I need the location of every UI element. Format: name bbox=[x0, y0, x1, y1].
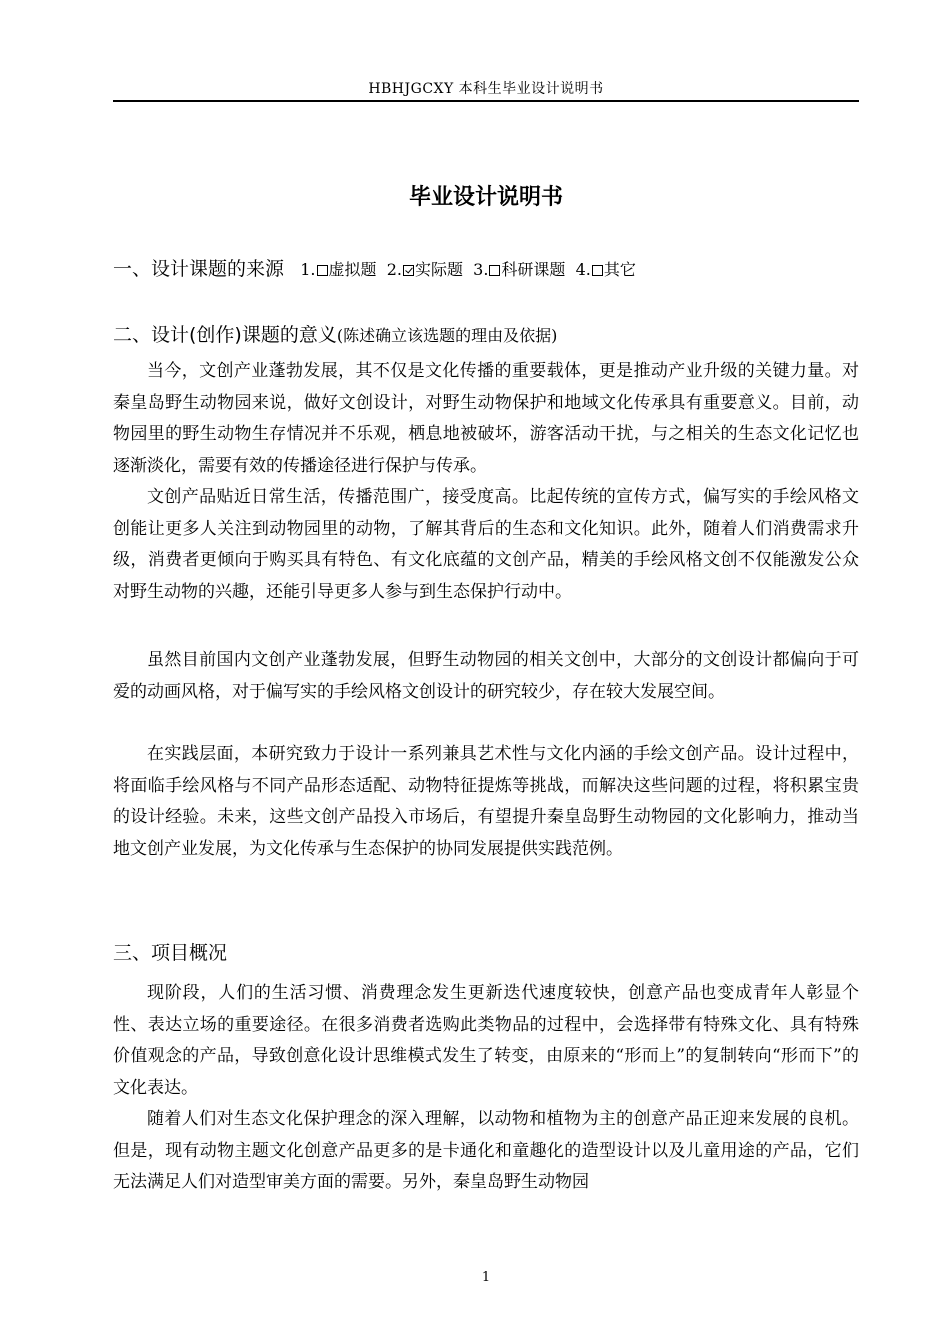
option-other[interactable]: 4. 其它 bbox=[575, 260, 636, 279]
checkbox-research[interactable] bbox=[489, 265, 500, 276]
running-header: HBHJGCXY 本科生毕业设计说明书 bbox=[368, 81, 604, 97]
paragraph: 虽然目前国内文创产业蓬勃发展，但野生动物园的相关文创中，大部分的文创设计都偏向于可爱的动画风格，对于偏写实的手绘风格文创设计的研究较少，存在较大发展空间。 bbox=[113, 650, 859, 702]
source-options bbox=[290, 260, 636, 279]
section-overview-heading: 三、项目概况 bbox=[113, 942, 228, 964]
paragraph: 随着人们对生态文化保护理念的深入理解，以动物和植物为主的创意产品正迎来发展的良机。但是，现有动物主题文化创意产品更多的是卡通化和童趣化的造型设计以及儿童用途的产品，它们无法满足人们对造型审美方面的需要。另外，秦皇岛野生动物园 bbox=[113, 1109, 859, 1192]
header-rule bbox=[113, 100, 859, 102]
checkbox-virtual[interactable] bbox=[317, 265, 328, 276]
section-significance-note: (陈述确立该选题的理由及依据) bbox=[336, 326, 558, 345]
section-source bbox=[113, 254, 859, 281]
section-overview bbox=[113, 938, 859, 965]
section-significance-heading: 二、设计(创作)课题的意义 bbox=[113, 324, 337, 346]
option-virtual[interactable]: 1. 虚拟题 bbox=[300, 260, 377, 279]
page-number: 1 bbox=[481, 1270, 491, 1285]
paragraph: 在实践层面，本研究致力于设计一系列兼具艺术性与文化内涵的手绘文创产品。设计过程中，将面临手绘风格与不同产品形态适配、动物特征提炼等挑战，而解决这些问题的过程，将积累宝贵的设计经验。未来，这些文创产品投入市场后，有望提升秦皇岛野生动物园的文化影响力，推动当地文创产业发展，为文化传承与生态保护的协同发展提供实践范例。 bbox=[113, 744, 859, 859]
paragraph: 现阶段，人们的生活习惯、消费理念发生更新迭代速度较快，创意产品也变成青年人彰显个性、表达立场的重要途径。在很多消费者选购此类物品的过程中，会选择带有特殊文化、具有特殊价值观念的产品，导致创意化设计思维模式发生了转变，由原来的“形而上”的复制转向“形而下”的文化表达。 bbox=[113, 983, 859, 1098]
document-title: 毕业设计说明书 bbox=[408, 185, 563, 210]
section-source-heading: 一、设计课题的来源 bbox=[113, 258, 285, 280]
option-actual[interactable]: 2. 实际题 bbox=[386, 260, 463, 279]
checkbox-other[interactable] bbox=[592, 265, 603, 276]
paragraph: 当今，文创产业蓬勃发展，其不仅是文化传播的重要载体，更是推动产业升级的关键力量。对秦皇岛野生动物园来说，做好文创设计，对野生动物保护和地域文化传承具有重要意义。目前，动物园里的野生动物生存情况并不乐观，栖息地被破坏，游客活动干扰，与之相关的生态文化记忆也逐渐淡化，需要有效的传播途径进行保护与传承。 bbox=[113, 361, 859, 476]
paragraph: 文创产品贴近日常生活，传播范围广，接受度高。比起传统的宣传方式，偏写实的手绘风格文创能让更多人关注到动物园里的动物，了解其背后的生态和文化知识。此外，随着人们消费需求升级，消费者更倾向于购买具有特色、有文化底蕴的文创产品，精美的手绘风格文创不仅能激发公众对野生动物的兴趣，还能引导更多人参与到生态保护行动中。 bbox=[113, 487, 859, 602]
checkbox-actual-checked[interactable] bbox=[403, 265, 414, 276]
section-significance bbox=[113, 320, 859, 347]
option-research[interactable]: 3. 科研课题 bbox=[473, 260, 566, 279]
